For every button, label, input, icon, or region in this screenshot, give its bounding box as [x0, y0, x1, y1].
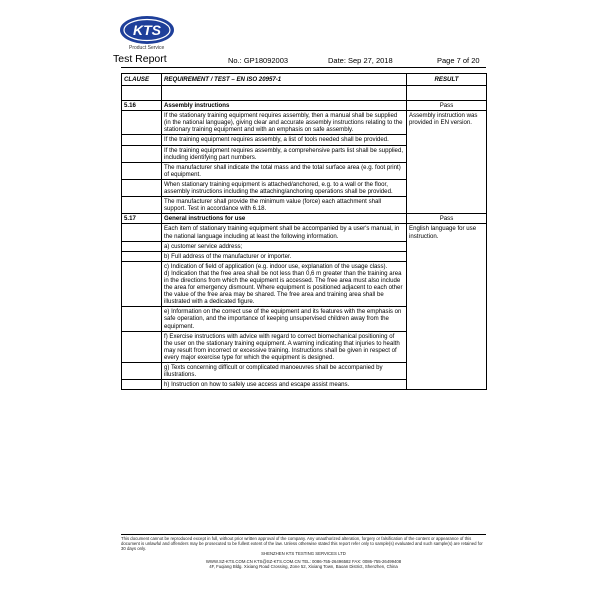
requirement-text: If the stationary training equipment requires assembly, then a manual shall be supplied (in the national language), giving clear and accurate assembly instructions relating to the stationary training equipment and with an emphasis on safe assembly.	[162, 111, 407, 135]
clause-cell	[122, 363, 162, 380]
requirement-text: If the training equipment requires assembly, a comprehensive parts list shall be supplied, including identifying part numbers.	[162, 145, 407, 162]
clause-cell	[122, 145, 162, 162]
clause-cell	[122, 162, 162, 179]
logo-subtitle: Product Service	[129, 45, 165, 51]
result-verdict: Pass	[407, 101, 487, 111]
column-header-result: RESULT	[407, 74, 487, 86]
requirements-table	[121, 73, 487, 390]
section-title-row	[122, 101, 487, 111]
result-remark: Assembly instruction was provided in EN version.	[407, 111, 487, 214]
footer-divider	[121, 534, 486, 535]
requirement-text: The manufacturer shall indicate the total mass and the total surface area (e.g. foot print) of equipment.	[162, 162, 407, 179]
logo-text: KTS	[133, 22, 161, 38]
clause-cell	[122, 251, 162, 261]
requirement-text: h) Instruction on how to safely use access and escape assist means.	[162, 380, 407, 390]
spacer-row	[122, 86, 487, 101]
header-divider	[121, 67, 486, 68]
requirement-text: f) Exercise instructions with advice with regard to correct biomechanical positioning of the user on the stationary training equipment. A warning indicating that injuries to health may result from incorrect or excessive training. Instructions shall be given in respect of every major exercise type for which the equipment is designed.	[162, 331, 407, 362]
requirement-row	[122, 111, 487, 135]
report-title: Test Report	[113, 53, 167, 65]
footer-address: 4F, Fuqiang Bldg. Xixiang Road Crossing, Zone 52, Xixiang Town, Baoan District, Shenzhen, China	[209, 564, 398, 569]
result-verdict: Pass	[407, 214, 487, 224]
clause-cell	[122, 111, 162, 135]
clause-cell	[122, 241, 162, 251]
requirement-row	[122, 224, 487, 241]
clause-cell	[122, 331, 162, 362]
table-body	[122, 86, 487, 390]
footer-company: SHENZHEN KTS TESTING SERVICES LTD	[261, 551, 346, 556]
requirement-text: When stationary training equipment is attached/anchored, e.g. to a wall or the floor, assembly instructions including the attaching/anchoring operations shall be provided.	[162, 179, 407, 196]
clause-cell	[122, 380, 162, 390]
clause-cell	[122, 197, 162, 214]
requirement-text: Each item of stationary training equipment shall be accompanied by a user's manual, in the national language including at least the following information.	[162, 224, 407, 241]
clause-number: 5.17	[122, 214, 162, 224]
requirement-title: General instructions for use	[162, 214, 407, 224]
page-number: Page 7 of 20	[437, 56, 480, 65]
requirement-text: b) Full address of the manufacturer or importer.	[162, 251, 407, 261]
requirement-text: g) Texts concerning difficult or complicated manoeuvres shall be accompanied by illustrations.	[162, 363, 407, 380]
requirement-text: a) customer service address;	[162, 241, 407, 251]
clause-cell	[122, 261, 162, 307]
footer	[121, 536, 486, 569]
clause-cell	[122, 135, 162, 145]
clause-cell	[122, 307, 162, 331]
requirement-text: If the training equipment requires assembly, a list of tools needed shall be provided.	[162, 135, 407, 145]
result-remark: English language for use instruction.	[407, 224, 487, 390]
clause-number: 5.16	[122, 101, 162, 111]
requirement-text: c) Indication of field of application (e.g. indoor use, explanation of the usage class). d) Indication that the free area shall be not less than 0,6 m greater than the training area in the directions from which the equipment is accessed. The free area must also include the area for emergency dismount. Where equipment is positioned adjacent to each other the value of the free area may be shared. The free area and training area shall be illustrated with a dedicated figure.	[162, 261, 407, 307]
requirement-title: Assembly instructions	[162, 101, 407, 111]
table-header-row	[122, 74, 487, 86]
column-header-clause: CLAUSE	[122, 74, 162, 86]
section-title-row	[122, 214, 487, 224]
column-header-requirement: REQUIREMENT / TEST – EN ISO 20957-1	[162, 74, 407, 86]
report-date: Date: Sep 27, 2018	[328, 56, 393, 65]
footer-disclaimer: This document cannot be reproduced except in full, without prior written approval of the company. Any unauthorized alteration, forgery or falsification of the content or appearance of this document is unlawful and offenders may be prosecuted to be fullest extent of the law. Unless otherwise stated this report refer only to sample(s) evaluated and such sample(s) are retained for 30 days only.	[121, 536, 483, 551]
report-number: No.: GP18092003	[228, 56, 289, 65]
clause-cell	[122, 224, 162, 241]
requirement-text: The manufacturer shall provide the minimum value (force) each attachment shall support. Test in accordance with 6.18.	[162, 197, 407, 214]
clause-cell	[122, 179, 162, 196]
footer-contact: WWW.SZ-KTS.COM.CN KTS@SZ-KTS.COM.CN TEL: 0086-755-26496582 FAX: 0086-755-26499408	[205, 559, 402, 564]
requirement-text: e) Information on the correct use of the equipment and its features with the emphasis on safe operation, and the importance of keeping unsupervised children away from the equipment.	[162, 307, 407, 331]
